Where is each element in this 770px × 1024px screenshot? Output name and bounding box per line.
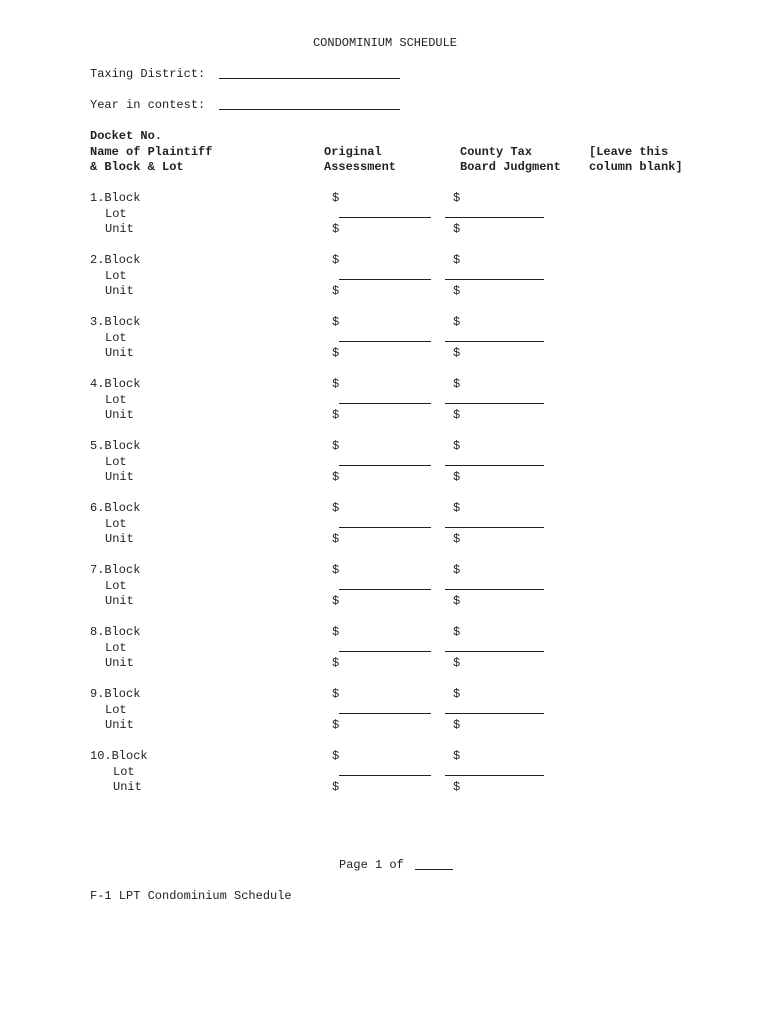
original-assessment-field[interactable] — [339, 465, 431, 466]
original-assessment-unit-dollar: $ — [332, 408, 340, 422]
row-lot-label: Lot — [105, 393, 127, 407]
row-lot-label: Lot — [105, 579, 127, 593]
row-lot-label: Lot — [105, 269, 127, 283]
county-tax-unit-dollar: $ — [453, 222, 461, 236]
row-lot-label: Lot — [105, 641, 127, 655]
row-lot-label: Lot — [105, 207, 127, 221]
page-number-label: Page 1 of — [339, 858, 404, 872]
header-name-of-plaintiff: Name of Plaintiff — [90, 145, 213, 159]
county-tax-judgment-field[interactable] — [445, 713, 544, 714]
original-assessment-dollar: $ — [332, 563, 340, 577]
county-tax-dollar: $ — [453, 377, 461, 391]
county-tax-judgment-field[interactable] — [445, 775, 544, 776]
row-unit-label: Unit — [105, 408, 134, 422]
row-block-label: 8.Block — [90, 625, 141, 639]
original-assessment-dollar: $ — [332, 625, 340, 639]
original-assessment-unit-dollar: $ — [332, 470, 340, 484]
row-block-label: 3.Block — [90, 315, 141, 329]
original-assessment-field[interactable] — [339, 527, 431, 528]
county-tax-judgment-field[interactable] — [445, 465, 544, 466]
row-unit-label: Unit — [105, 532, 134, 546]
row-unit-label: Unit — [105, 346, 134, 360]
county-tax-unit-dollar: $ — [453, 718, 461, 732]
original-assessment-unit-dollar: $ — [332, 656, 340, 670]
county-tax-unit-dollar: $ — [453, 408, 461, 422]
county-tax-unit-dollar: $ — [453, 284, 461, 298]
original-assessment-dollar: $ — [332, 253, 340, 267]
header-leave-this: [Leave this — [589, 145, 669, 159]
original-assessment-field[interactable] — [339, 713, 431, 714]
county-tax-unit-dollar: $ — [453, 780, 461, 794]
original-assessment-unit-dollar: $ — [332, 594, 340, 608]
original-assessment-unit-dollar: $ — [332, 532, 340, 546]
row-block-label: 10.Block — [90, 749, 148, 763]
row-unit-label: Unit — [105, 594, 134, 608]
original-assessment-field[interactable] — [339, 403, 431, 404]
county-tax-dollar: $ — [453, 439, 461, 453]
original-assessment-field[interactable] — [339, 589, 431, 590]
total-pages-field[interactable] — [415, 869, 453, 870]
original-assessment-dollar: $ — [332, 501, 340, 515]
header-column-blank: column blank] — [589, 160, 683, 174]
county-tax-unit-dollar: $ — [453, 346, 461, 360]
row-unit-label: Unit — [105, 470, 134, 484]
row-block-label: 9.Block — [90, 687, 141, 701]
county-tax-judgment-field[interactable] — [445, 527, 544, 528]
county-tax-unit-dollar: $ — [453, 470, 461, 484]
row-lot-label: Lot — [105, 331, 127, 345]
header-block-lot: & Block & Lot — [90, 160, 184, 174]
county-tax-dollar: $ — [453, 501, 461, 515]
row-unit-label: Unit — [113, 780, 142, 794]
original-assessment-dollar: $ — [332, 687, 340, 701]
county-tax-judgment-field[interactable] — [445, 651, 544, 652]
county-tax-dollar: $ — [453, 563, 461, 577]
row-block-label: 6.Block — [90, 501, 141, 515]
county-tax-judgment-field[interactable] — [445, 279, 544, 280]
year-in-contest-field[interactable] — [219, 109, 400, 110]
form-footer: F-1 LPT Condominium Schedule — [90, 889, 292, 903]
original-assessment-unit-dollar: $ — [332, 718, 340, 732]
row-lot-label: Lot — [105, 703, 127, 717]
county-tax-unit-dollar: $ — [453, 594, 461, 608]
original-assessment-unit-dollar: $ — [332, 222, 340, 236]
county-tax-judgment-field[interactable] — [445, 217, 544, 218]
original-assessment-dollar: $ — [332, 749, 340, 763]
row-lot-label: Lot — [113, 765, 135, 779]
original-assessment-field[interactable] — [339, 341, 431, 342]
row-block-label: 2.Block — [90, 253, 141, 267]
county-tax-judgment-field[interactable] — [445, 403, 544, 404]
row-lot-label: Lot — [105, 517, 127, 531]
row-lot-label: Lot — [105, 455, 127, 469]
original-assessment-dollar: $ — [332, 315, 340, 329]
year-in-contest-label: Year in contest: — [90, 98, 206, 112]
header-original: Original — [324, 145, 382, 159]
taxing-district-field[interactable] — [219, 78, 400, 79]
county-tax-dollar: $ — [453, 315, 461, 329]
taxing-district-label: Taxing District: — [90, 67, 206, 81]
original-assessment-field[interactable] — [339, 775, 431, 776]
original-assessment-dollar: $ — [332, 377, 340, 391]
county-tax-judgment-field[interactable] — [445, 341, 544, 342]
original-assessment-field[interactable] — [339, 651, 431, 652]
header-docket-no: Docket No. — [90, 129, 163, 143]
page-title: CONDOMINIUM SCHEDULE — [312, 36, 458, 50]
row-block-label: 5.Block — [90, 439, 141, 453]
county-tax-judgment-field[interactable] — [445, 589, 544, 590]
original-assessment-field[interactable] — [339, 217, 431, 218]
county-tax-dollar: $ — [453, 625, 461, 639]
county-tax-unit-dollar: $ — [453, 532, 461, 546]
original-assessment-field[interactable] — [339, 279, 431, 280]
original-assessment-dollar: $ — [332, 191, 340, 205]
county-tax-dollar: $ — [453, 749, 461, 763]
row-unit-label: Unit — [105, 222, 134, 236]
header-county-tax: County Tax — [460, 145, 533, 159]
county-tax-dollar: $ — [453, 253, 461, 267]
original-assessment-unit-dollar: $ — [332, 346, 340, 360]
header-assessment: Assessment — [324, 160, 397, 174]
row-unit-label: Unit — [105, 656, 134, 670]
county-tax-dollar: $ — [453, 191, 461, 205]
county-tax-unit-dollar: $ — [453, 656, 461, 670]
row-block-label: 1.Block — [90, 191, 141, 205]
row-block-label: 7.Block — [90, 563, 141, 577]
row-unit-label: Unit — [105, 718, 134, 732]
row-unit-label: Unit — [105, 284, 134, 298]
row-block-label: 4.Block — [90, 377, 141, 391]
header-board-judgment: Board Judgment — [460, 160, 561, 174]
original-assessment-unit-dollar: $ — [332, 284, 340, 298]
county-tax-dollar: $ — [453, 687, 461, 701]
original-assessment-dollar: $ — [332, 439, 340, 453]
original-assessment-unit-dollar: $ — [332, 780, 340, 794]
